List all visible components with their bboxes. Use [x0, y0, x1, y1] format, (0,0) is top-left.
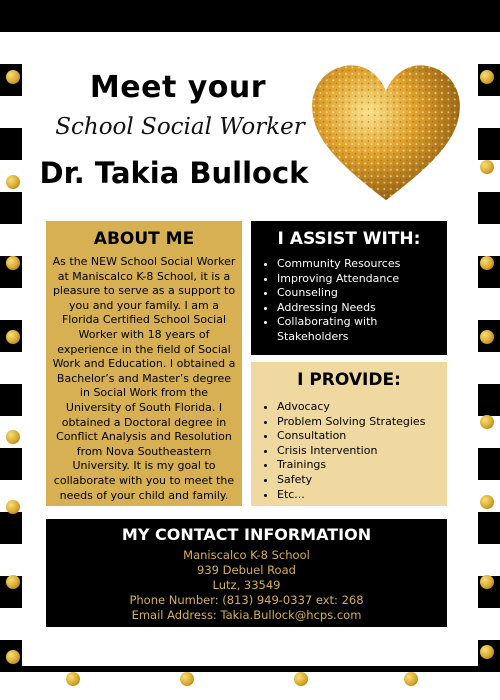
gold-dot-icon	[6, 650, 20, 664]
list-item: • Improving Attendance	[277, 272, 439, 287]
list-item: • Community Resources	[277, 257, 439, 272]
contact-email: Email Address: Takia.Bullock@hcps.com	[131, 608, 362, 622]
provide-panel	[251, 362, 447, 506]
list-item: • Counseling	[277, 286, 439, 301]
gold-dot-icon	[6, 70, 20, 84]
contact-panel	[46, 519, 447, 627]
gold-dot-icon	[480, 495, 494, 509]
gold-dot-icon	[180, 672, 194, 686]
gold-dot-icon	[480, 256, 494, 270]
list-item: • Crisis Intervention	[277, 444, 439, 459]
list-item: • Addressing Needs	[277, 301, 439, 316]
gold-dot-icon	[404, 672, 418, 686]
about-me-heading: ABOUT ME	[93, 229, 195, 249]
gold-dot-icon	[480, 645, 494, 659]
about-me-text: As the NEW School Social Worker at Maniscalco K-8 School, it is a pleasure to serve as a support to you and your family. I am a Florida Certified School Social Worker with 18 years of experience in the field of Social Work and Education. I obtained a Bachelor’s and Master’s degree in Social Work from the University of South Florida. I obtained a Doctoral degree in Conflict Analysis and Resolution from Nova Southeastern University. It is my goal to collaborate with you to meet the needs of your child and family.	[52, 255, 236, 502]
assist-with-list	[259, 257, 439, 345]
gold-dot-icon	[6, 430, 20, 444]
contact-phone: Phone Number: (813) 949-0337 ext: 268	[129, 593, 364, 607]
provide-list	[259, 400, 439, 502]
title-meet-your: Meet your	[89, 70, 267, 105]
title-school-social-worker: School Social Worker	[55, 114, 305, 140]
gold-dot-icon	[6, 330, 20, 344]
list-item: • Trainings	[277, 458, 439, 473]
list-item: • Etc...	[277, 488, 439, 503]
gold-dot-icon	[6, 175, 20, 189]
contact-street: 939 Debuel Road	[197, 563, 296, 577]
gold-dot-icon	[480, 330, 494, 344]
assist-with-panel	[251, 221, 447, 355]
provide-heading: I PROVIDE:	[297, 370, 401, 390]
list-item: • Collaborating with Stakeholders	[277, 315, 439, 344]
contact-heading: MY CONTACT INFORMATION	[121, 525, 372, 544]
gold-dot-icon	[294, 672, 308, 686]
list-item: • Consultation	[277, 429, 439, 444]
contact-city: Lutz, 33549	[212, 578, 281, 592]
gold-dot-icon	[66, 672, 80, 686]
list-item: • Problem Solving Strategies	[277, 415, 439, 430]
list-item: • Advocacy	[277, 400, 439, 415]
list-item: • Safety	[277, 473, 439, 488]
title-name: Dr. Takia Bullock	[39, 156, 309, 190]
gold-dot-icon	[480, 160, 494, 174]
gold-dot-icon	[6, 575, 20, 589]
about-me-panel	[46, 221, 242, 506]
gold-dot-icon	[480, 415, 494, 429]
gold-dot-icon	[6, 256, 20, 270]
contact-school: Maniscalco K-8 School	[183, 548, 310, 562]
assist-with-heading: I ASSIST WITH:	[277, 229, 421, 249]
gold-dot-icon	[480, 70, 494, 84]
glitter-heart-icon	[306, 58, 466, 208]
gold-dot-icon	[480, 575, 494, 589]
gold-dot-icon	[6, 500, 20, 514]
